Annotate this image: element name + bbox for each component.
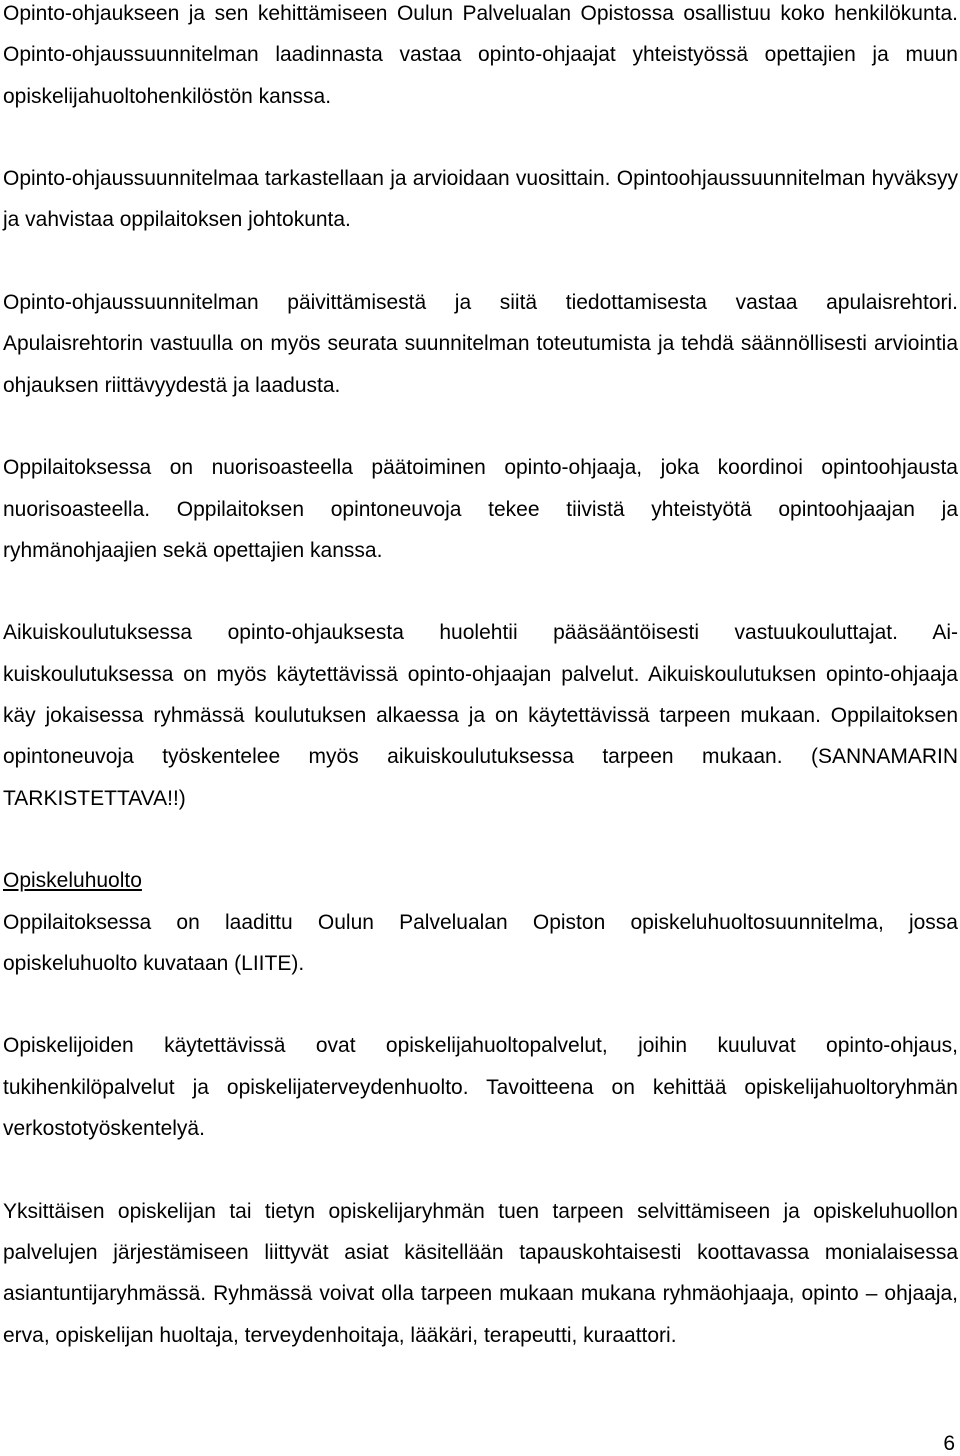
paragraph-gap <box>3 984 958 1025</box>
paragraph-annual-review: Opinto-ohjaussuunnitelmaa tarkastellaan ja arvioidaan vuosittain. Opintoohjaussuunnitelman hyväksyy ja vahvistaa oppilaitoksen johtokunta. <box>3 167 958 232</box>
paragraph-guidance-participation: Opinto-ohjaukseen ja sen kehittämiseen Oulun Palvelualan Opistossa osallistuu koko henkilökunta. Opinto-ohjaussuunnitelman laadinnasta vastaa opinto-ohjaajat yhteistyössä opettajien ja muun opiskelijahuoltohenkilöstön kanssa. <box>3 2 958 108</box>
paragraph-welfare-services: Opiskelijoiden käytettävissä ovat opiskelijahuoltopalvelut, joihin kuuluvat opinto-ohjaus, tukihenkilöpalvelut ja opiskelijaterveydenhuolto. Tavoitteena on kehittää opiskelijahuoltoryhmän verkostotyöskentelyä. <box>3 1034 958 1141</box>
document-page <box>3 0 958 1356</box>
paragraph-adult-education: Aikuiskoulutuksessa opinto-ohjauksesta huolehtii pääsääntöisesti vastuukouluttajat. Aikuiskoulutuksessa on myös käytettävissä opinto-ohjaajan palvelut. Aikuiskoulutuksen opinto-ohjaaja käy jokaisessa ryhmässä koulutuksen alkaessa ja on käytettävissä tarpeen mukaan. Oppilaitoksen opintoneuvoja työskentelee myös aikuiskoulutuksessa tarpeen mukaan. (SANNAMARIN TARKISTETTAVA!!) <box>3 621 958 810</box>
paragraph-youth-level-guidance: Oppilaitoksessa on nuorisoasteella päätoiminen opinto-ohjaaja, joka koordinoi opintoohjausta nuorisoasteella. Oppilaitoksen opintoneuvoja tekee tiivistä yhteistyötä opintoohjaajan ja ryhmänohjaajien sekä opettajien kanssa. <box>3 456 958 562</box>
section-heading: Opiskeluhuolto <box>3 869 142 893</box>
paragraph-gap <box>3 571 958 612</box>
paragraph-gap <box>3 241 958 282</box>
paragraph-update-responsibility: Opinto-ohjaussuunnitelman päivittämisestä ja siitä tiedottamisesta vastaa apulaisrehtori. Apulaisrehtorin vastuulla on myös seurata suunnitelman toteutumista ja tehdä säännöllisesti arviointia ohjauksen riittävyydestä ja laadusta. <box>3 291 958 397</box>
paragraph-expert-group: Yksittäisen opiskelijan tai tietyn opiskelijaryhmän tuen tarpeen selvittämiseen ja opiskeluhuollon palvelujen järjestämiseen liittyvät asiat käsitellään tapauskohtaisesti koottavassa monialaisessa asiantuntijaryhmässä. Ryhmässä voivat olla tarpeen mukaan mukana ryhmäohjaaja, opinto – ohjaaja, erva, opiskelijan huoltaja, terveydenhoitaja, lääkäri, terapeutti, kuraattori. <box>3 1199 958 1347</box>
paragraph-gap <box>3 406 958 447</box>
page-number: 6 <box>943 1432 955 1455</box>
paragraph-gap <box>3 117 958 158</box>
paragraph-gap <box>3 1149 958 1190</box>
paragraph-gap <box>3 819 958 860</box>
paragraph-student-welfare-plan: Oppilaitoksessa on laadittu Oulun Palvelualan Opiston opiskeluhuoltosuunnitelma, jossa opiskeluhuolto kuvataan (LIITE). <box>3 910 958 975</box>
